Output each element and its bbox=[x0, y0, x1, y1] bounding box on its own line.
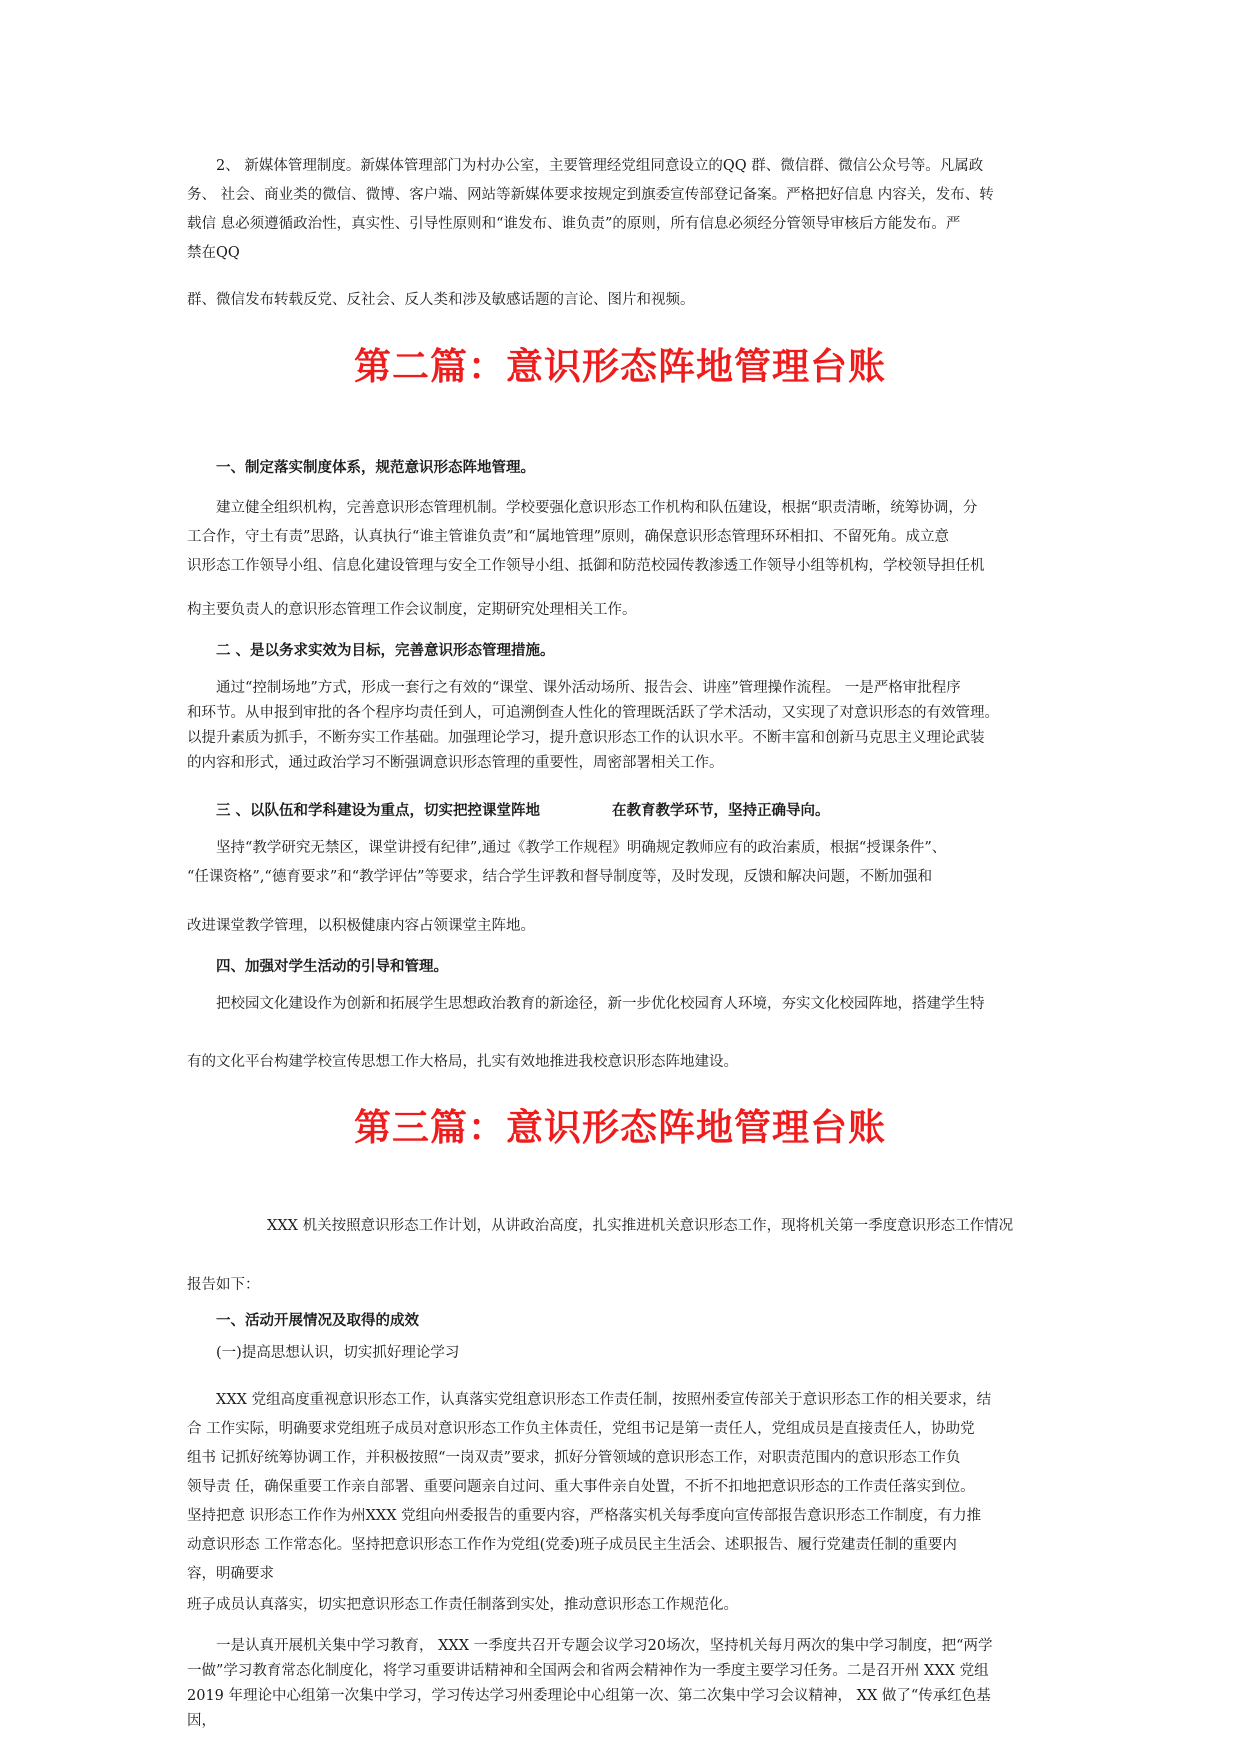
new-media-paragraph bbox=[187, 152, 1053, 268]
paragraph-line: 的内容和形式，通过政治学习不断强调意识形态管理的重要性，周密部署相关工作。 bbox=[187, 755, 724, 771]
article2-paragraph-4: 把校园文化建设作为创新和拓展学生思想政治教育的新途径，新一步优化校园育人环境，夯实文化校园阵地，搭建学生特 bbox=[216, 996, 985, 1012]
paragraph-line: XXX 党组高度重视意识形态工作，认真落实党组意识形态工作责任制，按照州委宣传部关于意识形态工作的相关要求，结 bbox=[216, 1392, 992, 1408]
paragraph-line: 领导责 任，确保重要工作亲自部署、重要问题亲自过问、重大事件亲自处置，不折不扣地把意识形态的工作责任落实到位。 bbox=[187, 1479, 975, 1495]
heading-part: 三 、以队伍和学科建设为重点，切实把控课堂阵地 bbox=[216, 802, 541, 819]
paragraph-line: 工合作，守土有责”思路，认真执行“谁主管谁负责”和“属地管理”原则，确保意识形态管理环环相扣、不留死角。成立意 bbox=[187, 529, 950, 545]
article3-intro: XXX 机关按照意识形态工作计划，从讲政治高度，扎实推进机关意识形态工作，现将机关第一季度意识形态工作情况 bbox=[267, 1218, 1014, 1234]
paragraph-line: 一做”学习教育常态化制度化，将学习重要讲话精神和全国两会和省两会精神作为一季度主要学习任务。二是召开州 XXX 党组 bbox=[187, 1663, 989, 1679]
article2-heading-2: 二 、是以务求实效为目标，完善意识形态管理措施。 bbox=[216, 642, 555, 659]
article3-paragraph-2 bbox=[187, 1634, 1053, 1734]
article2-paragraph-4-tail: 有的文化平台构建学校宣传思想工作大格局，扎实有效地推进我校意识形态阵地建设。 bbox=[187, 1054, 738, 1070]
paragraph-line: 一是认真开展机关集中学习教育， XXX 一季度共召开专题会议学习20场次，坚持机关每月两次的集中学习制度，把“两学 bbox=[216, 1638, 993, 1654]
paragraph-line: 组书 记抓好统筹协调工作，并积极按照“一岗双责”要求，抓好分管领域的意识形态工作，对职责范围内的意识形态工作负 bbox=[187, 1450, 961, 1466]
paragraph-line: 务、 社会、商业类的微信、微博、客户端、网站等新媒体要求按规定到旗委宣传部登记备案。严格把好信息 内容关，发布、转 bbox=[187, 187, 994, 203]
paragraph-line: 以提升素质为抓手，不断夯实工作基础。加强理论学习，提升意识形态工作的认识水平。不断丰富和创新马克思主义理论武装 bbox=[187, 730, 985, 746]
paragraph-line: 2、 新媒体管理制度。新媒体管理部门为村办公室，主要管理经党组同意设立的QQ 群、微信群、微信公众号等。凡属政 bbox=[216, 158, 984, 174]
article3-intro-tail: 报告如下： bbox=[187, 1277, 260, 1293]
paragraph-line: 通过“控制场地”方式，形成一套行之有效的“课堂、课外活动场所、报告会、讲座”管理操作流程。 一是严格审批程序 bbox=[216, 680, 961, 696]
paragraph-line: 2019 年理论中心组第一次集中学习，学习传达学习州委理论中心组第一次、第二次集中学习会议精神， XX 做了“传承红色基 bbox=[187, 1688, 991, 1704]
article2-heading-3 bbox=[216, 801, 1082, 821]
article2-heading-4: 四、加强对学生活动的引导和管理。 bbox=[216, 958, 448, 975]
paragraph-line: “任课资格”,“德育要求”和“教学评估”等要求，结合学生评教和督导制度等，及时发现，反馈和解决问题，不断加强和 bbox=[187, 869, 933, 885]
paragraph-line: 动意识形态 工作常态化。坚持把意识形态工作作为党组(党委)班子成员民主生活会、述职报告、履行党建责任制的重要内 bbox=[187, 1537, 957, 1553]
article3-subheading-1: (一)提高思想认识，切实抓好理论学习 bbox=[216, 1345, 460, 1361]
paragraph-line: 因， bbox=[187, 1713, 216, 1729]
article2-title: 第二篇：意识形态阵地管理台账 bbox=[354, 344, 886, 388]
paragraph-line: 禁在QQ bbox=[187, 245, 240, 261]
paragraph-line: 坚持把意 识形态工作作为州XXX 党组向州委报告的重要内容，严格落实机关每季度向宣传部报告意识形态工作制度，有力推 bbox=[187, 1508, 982, 1524]
paragraph-line: 合 工作实际，明确要求党组班子成员对意识形态工作负主体责任，党组书记是第一责任人，党组成员是直接责任人，协助党 bbox=[187, 1421, 975, 1437]
article2-heading-1: 一、制定落实制度体系，规范意识形态阵地管理。 bbox=[216, 459, 535, 476]
heading-part: 在教育教学环节，坚持正确导向。 bbox=[612, 802, 830, 819]
article2-paragraph-3-tail: 改进课堂教学管理，以积极健康内容占领课堂主阵地。 bbox=[187, 918, 535, 934]
paragraph-line: 容，明确要求 bbox=[187, 1566, 274, 1582]
paragraph-line: 建立健全组织机构，完善意识形态管理机制。学校要强化意识形态工作机构和队伍建设，根据“职责清晰，统筹协调，分 bbox=[216, 500, 978, 516]
paragraph-line: 识形态工作领导小组、信息化建设管理与安全工作领导小组、抵御和防范校园传教渗透工作领导小组等机构，学校领导担任机 bbox=[187, 558, 985, 574]
article2-paragraph-1-tail: 构主要负责人的意识形态管理工作会议制度，定期研究处理相关工作。 bbox=[187, 602, 637, 618]
paragraph-line: 载信 息必须遵循政治性，真实性、引导性原则和“谁发布、谁负责”的原则，所有信息必须经分管领导审核后方能发布。严 bbox=[187, 216, 961, 232]
article2-paragraph-2 bbox=[187, 676, 1053, 776]
article2-paragraph-3 bbox=[187, 834, 1053, 892]
new-media-paragraph-tail: 群、微信发布转载反党、反社会、反人类和涉及敏感话题的言论、图片和视频。 bbox=[187, 292, 695, 308]
article3-title: 第三篇：意识形态阵地管理台账 bbox=[354, 1105, 886, 1149]
article2-paragraph-1 bbox=[187, 494, 1053, 581]
paragraph-line: 和环节。从申报到审批的各个程序均责任到人，可追溯倒查人性化的管理既活跃了学术活动，又实现了对意识形态的有效管理。 bbox=[187, 705, 999, 721]
article3-heading-1: 一、活动开展情况及取得的成效 bbox=[216, 1312, 419, 1329]
article3-paragraph-1-tail: 班子成员认真落实，切实把意识形态工作责任制落到实处，推动意识形态工作规范化。 bbox=[187, 1597, 738, 1613]
paragraph-line: 坚持“教学研究无禁区，课堂讲授有纪律”,通过《教学工作规程》明确规定教师应有的政治素质，根据“授课条件”、 bbox=[216, 840, 947, 856]
article3-paragraph-1 bbox=[187, 1386, 1053, 1589]
